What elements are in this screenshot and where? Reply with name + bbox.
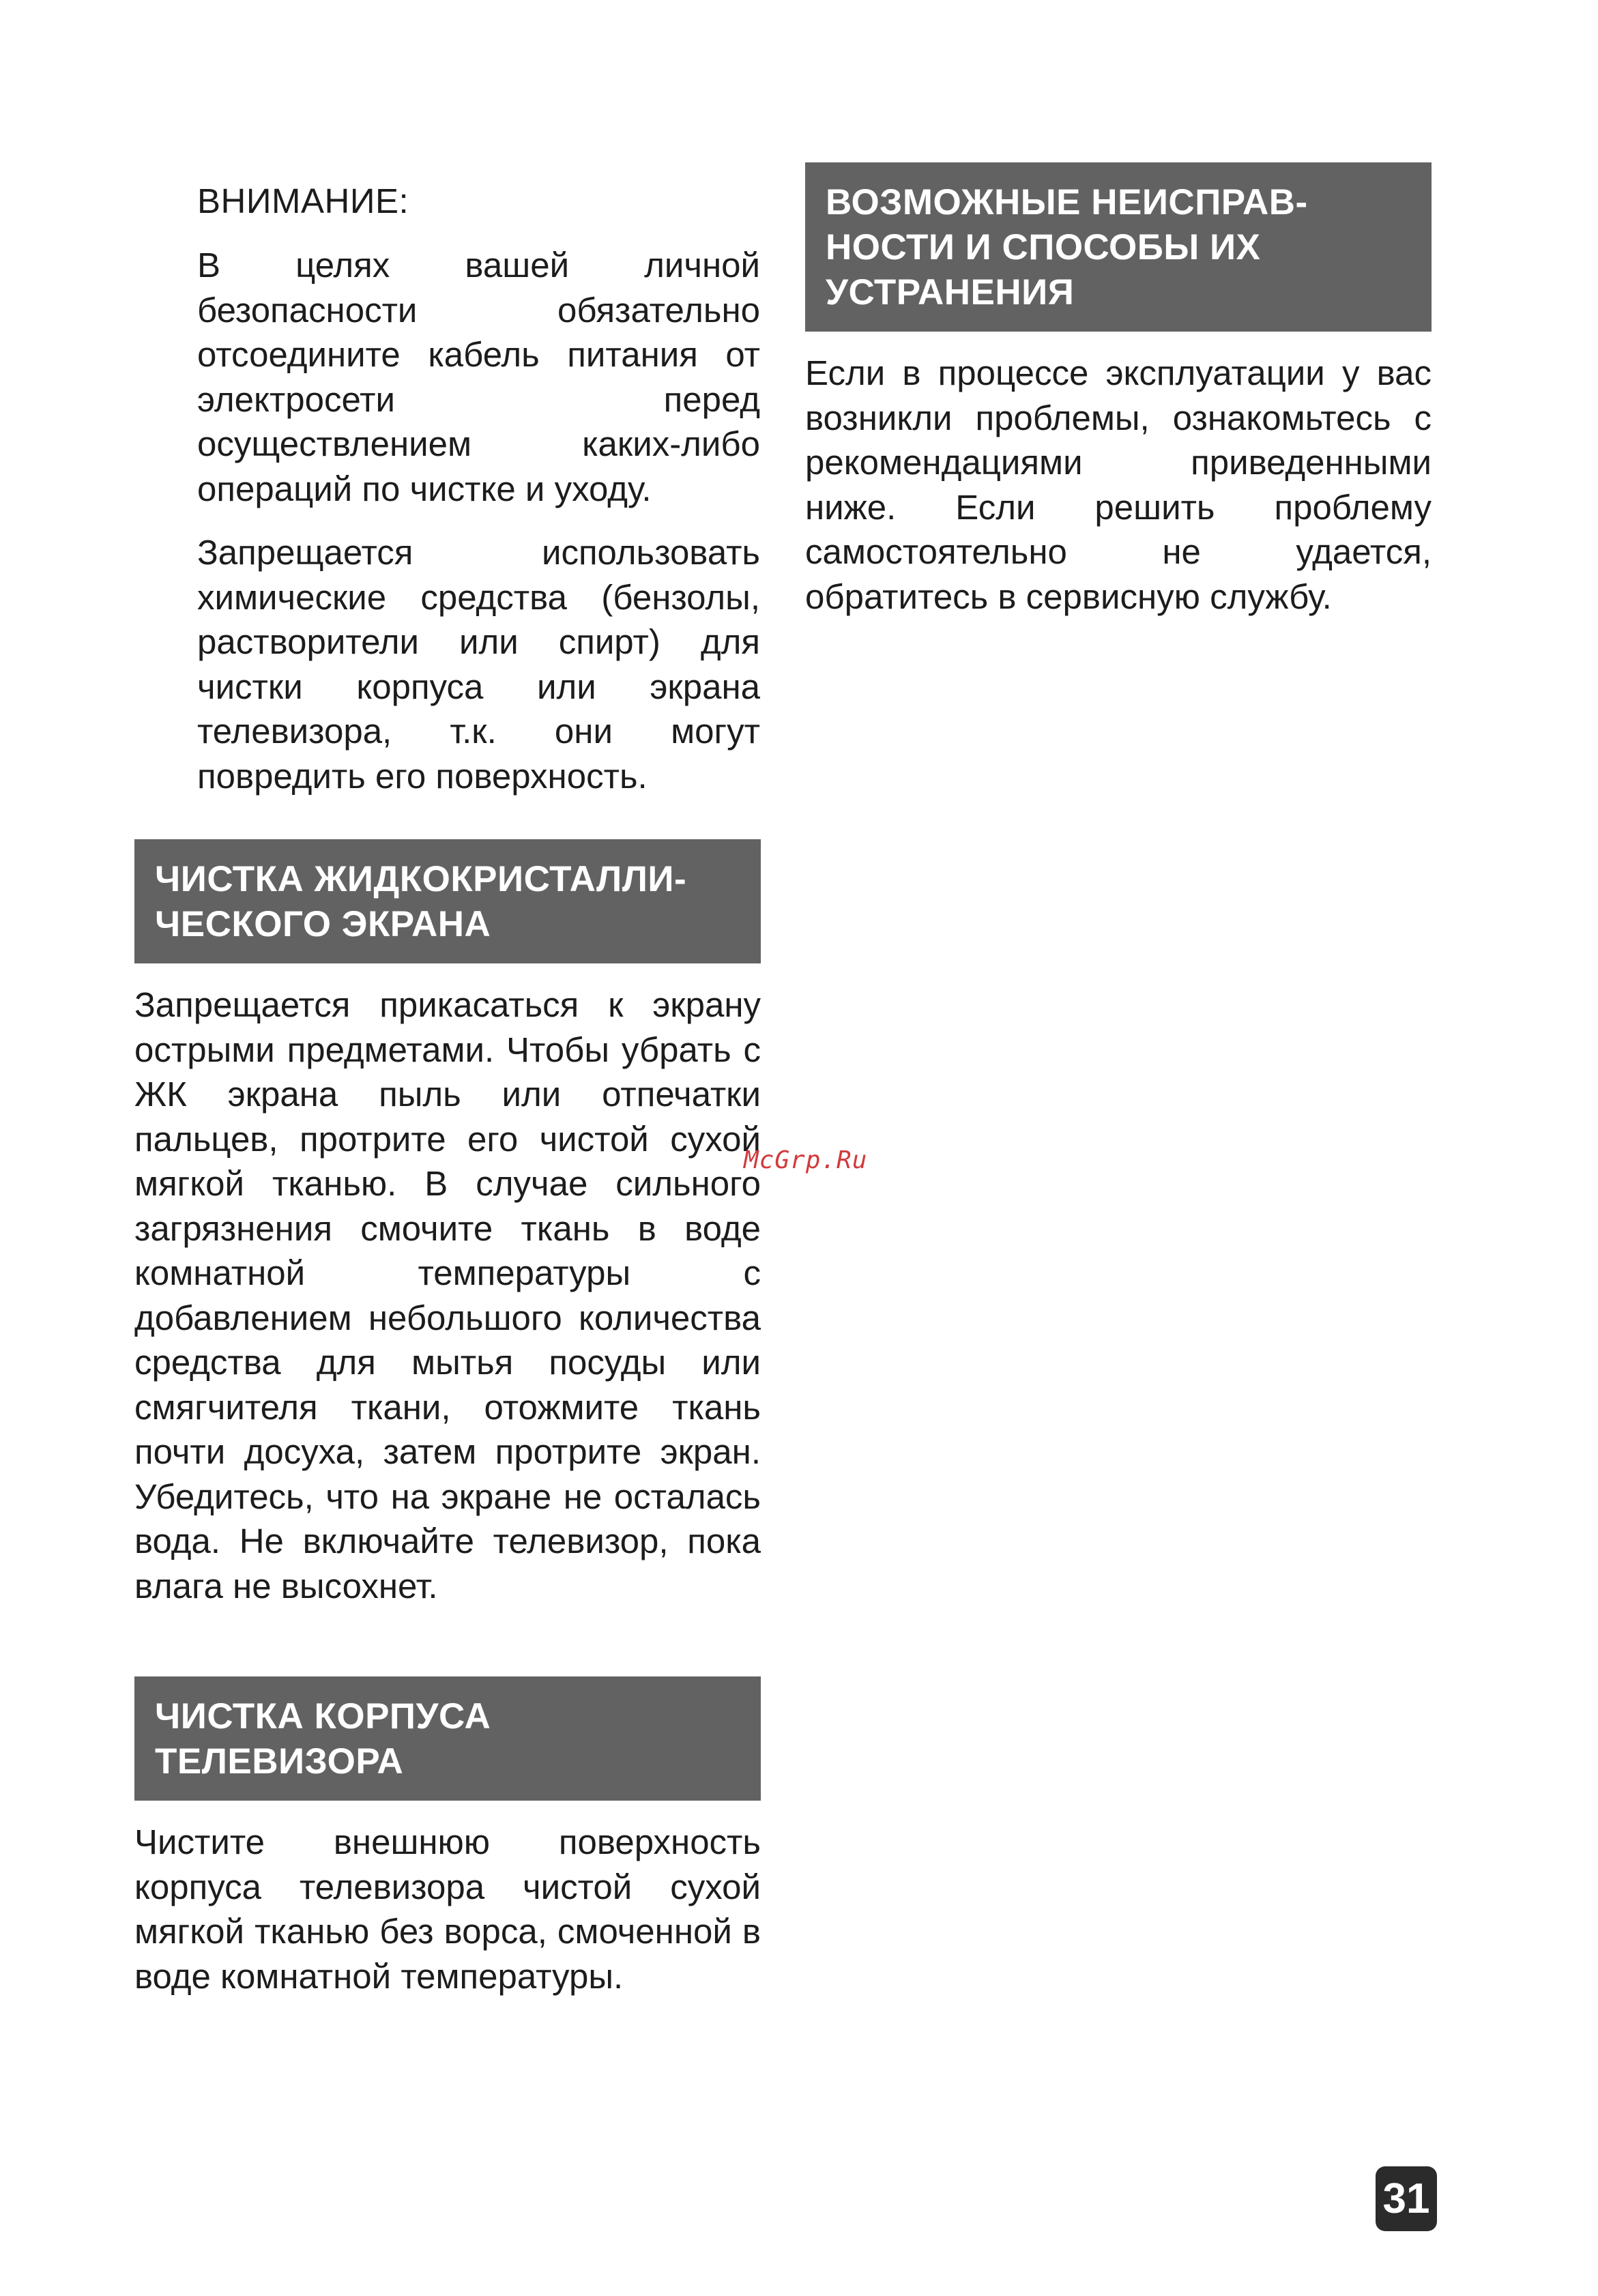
attention-paragraph-2: Запрещается использовать химические средства (бензолы, растворители или спирт) для чистки корпуса или экрана телевизора, т.к. они могут повредить его поверхность. [197,533,760,796]
attention-block [197,179,760,798]
page-number: 31 [1376,2166,1437,2231]
watermark: McGrp.Ru [744,1146,868,1174]
lcd-cleaning-body: Запрещается прикасаться к экрану острыми предметами. Чтобы убрать с ЖК экрана пыль или отпечатки пальцев, протрите его чистой сухой мягкой тканью. В случае сильного загрязнения смочите ткань в воде комнатной температуры с добавлением небольшого количества средства для мытья посуды или смягчителя ткани, отожмите ткань почти досуха, затем протрите экран. Убедитесь, что на экране не осталась вода. Не включайте телевизор, пока влага не высохнет. [134,985,761,1605]
troubleshooting-heading-line-2: НОСТИ И СПОСОБЫ ИХ [826,227,1261,267]
troubleshooting-heading-line-1: ВОЗМОЖНЫЕ НЕИСПРАВ- [826,182,1308,222]
attention-title: ВНИМАНИЕ: [197,181,409,220]
case-cleaning-heading-line-2: ТЕЛЕВИЗОРА [155,1741,404,1782]
case-cleaning-heading-line-1: ЧИСТКА КОРПУСА [155,1696,491,1736]
right-column [805,162,1432,638]
troubleshooting-heading-line-3: УСТРАНЕНИЯ [826,272,1075,313]
troubleshooting-body: Если в процессе эксплуатации у вас возникли проблемы, ознакомьтесь с рекомендациями приведенными ниже. Если решить проблему самостоятельно не удается, обратитесь в сервисную службу. [805,353,1432,616]
lcd-cleaning-heading [134,839,761,963]
attention-paragraph-1: В целях вашей личной безопасности обязательно отсоедините кабель питания от электросети перед осуществлением каких-либо операций по чистке и уходу. [197,246,760,508]
left-column [134,157,761,2018]
case-cleaning-heading [134,1676,761,1801]
troubleshooting-heading [805,162,1432,332]
lcd-cleaning-heading-line-2: ЧЕСКОГО ЭКРАНА [155,904,491,944]
lcd-cleaning-heading-line-1: ЧИСТКА ЖИДКОКРИСТАЛЛИ- [155,859,687,899]
case-cleaning-body: Чистите внешнюю поверхность корпуса телевизора чистой сухой мягкой тканью без ворса, смоченной в воде комнатной температуры. [134,1822,761,1996]
